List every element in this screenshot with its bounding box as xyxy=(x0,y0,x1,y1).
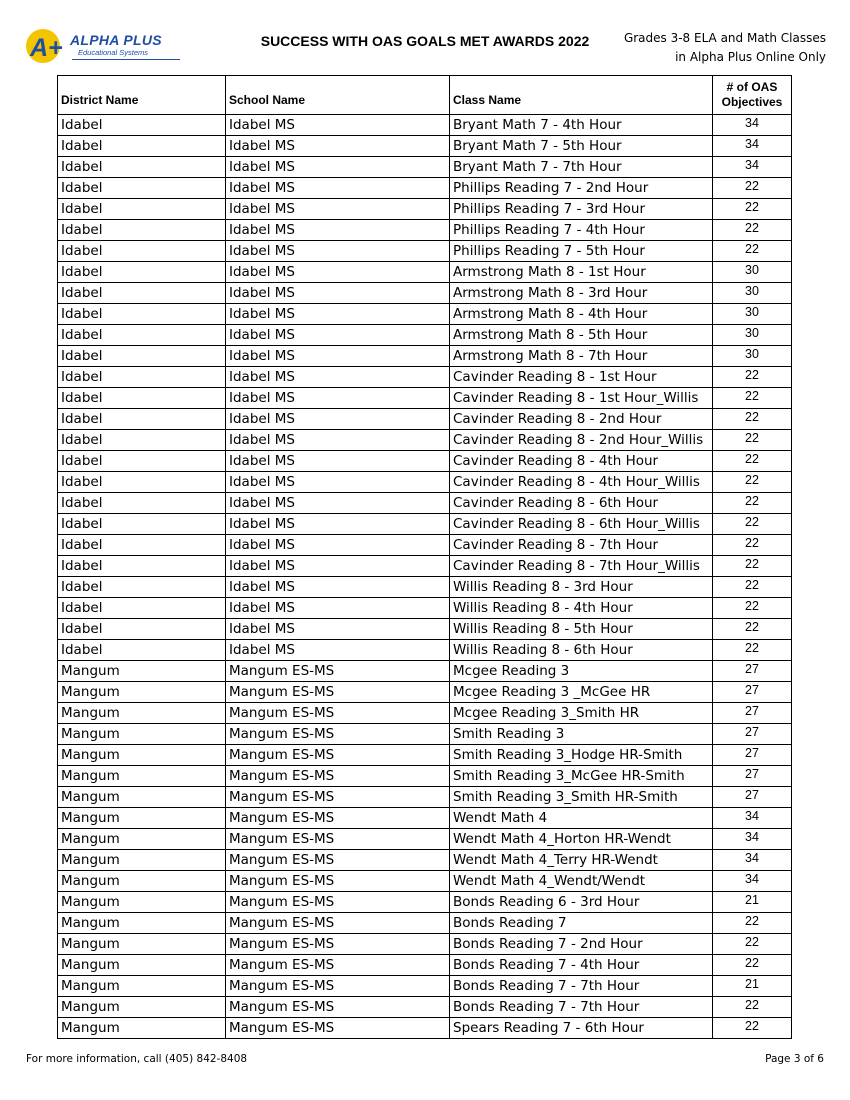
cell-class: Phillips Reading 7 - 3rd Hour xyxy=(450,199,713,220)
table-row xyxy=(58,745,792,766)
cell-school: Idabel MS xyxy=(226,451,450,472)
table-row xyxy=(58,325,792,346)
cell-oas-objectives: 30 xyxy=(713,325,792,346)
cell-oas-objectives: 22 xyxy=(713,619,792,640)
table-body xyxy=(58,115,792,1039)
cell-school: Mangum ES-MS xyxy=(226,808,450,829)
cell-class: Smith Reading 3_McGee HR-Smith xyxy=(450,766,713,787)
cell-district: Idabel xyxy=(58,472,226,493)
table-row xyxy=(58,577,792,598)
cell-oas-objectives: 27 xyxy=(713,661,792,682)
cell-district: Mangum xyxy=(58,892,226,913)
table-row xyxy=(58,283,792,304)
table-header-row xyxy=(58,76,792,115)
table-row xyxy=(58,619,792,640)
cell-class: Bryant Math 7 - 7th Hour xyxy=(450,157,713,178)
cell-class: Cavinder Reading 8 - 2nd Hour xyxy=(450,409,713,430)
cell-school: Idabel MS xyxy=(226,472,450,493)
cell-school: Mangum ES-MS xyxy=(226,997,450,1018)
table-row xyxy=(58,430,792,451)
cell-school: Mangum ES-MS xyxy=(226,766,450,787)
table-row xyxy=(58,493,792,514)
cell-district: Idabel xyxy=(58,619,226,640)
cell-district: Mangum xyxy=(58,787,226,808)
cell-school: Idabel MS xyxy=(226,304,450,325)
cell-oas-objectives: 22 xyxy=(713,178,792,199)
cell-district: Idabel xyxy=(58,493,226,514)
cell-oas-objectives: 22 xyxy=(713,577,792,598)
cell-school: Mangum ES-MS xyxy=(226,829,450,850)
table-row xyxy=(58,199,792,220)
cell-school: Mangum ES-MS xyxy=(226,724,450,745)
logo-name: ALPHA PLUS xyxy=(70,32,162,48)
cell-district: Mangum xyxy=(58,871,226,892)
cell-school: Mangum ES-MS xyxy=(226,1018,450,1039)
cell-district: Idabel xyxy=(58,409,226,430)
cell-class: Cavinder Reading 8 - 4th Hour_Willis xyxy=(450,472,713,493)
table-row xyxy=(58,682,792,703)
column-header-district: District Name xyxy=(58,76,226,115)
cell-oas-objectives: 21 xyxy=(713,976,792,997)
cell-district: Idabel xyxy=(58,535,226,556)
subtitle-line-1: Grades 3-8 ELA and Math Classes xyxy=(623,31,826,45)
cell-school: Idabel MS xyxy=(226,241,450,262)
table-row xyxy=(58,535,792,556)
subtitle-line-2: in Alpha Plus Online Only xyxy=(675,50,826,64)
table-row xyxy=(58,850,792,871)
cell-school: Idabel MS xyxy=(226,178,450,199)
cell-class: Armstrong Math 8 - 5th Hour xyxy=(450,325,713,346)
cell-school: Mangum ES-MS xyxy=(226,661,450,682)
cell-oas-objectives: 22 xyxy=(713,598,792,619)
cell-class: Bonds Reading 6 - 3rd Hour xyxy=(450,892,713,913)
cell-school: Idabel MS xyxy=(226,409,450,430)
cell-oas-objectives: 22 xyxy=(713,388,792,409)
cell-oas-objectives: 22 xyxy=(713,913,792,934)
cell-school: Idabel MS xyxy=(226,388,450,409)
cell-school: Idabel MS xyxy=(226,346,450,367)
cell-class: Smith Reading 3_Smith HR-Smith xyxy=(450,787,713,808)
cell-oas-objectives: 22 xyxy=(713,199,792,220)
cell-district: Idabel xyxy=(58,325,226,346)
cell-school: Mangum ES-MS xyxy=(226,703,450,724)
cell-school: Mangum ES-MS xyxy=(226,745,450,766)
cell-class: Armstrong Math 8 - 4th Hour xyxy=(450,304,713,325)
table-row xyxy=(58,472,792,493)
cell-oas-objectives: 34 xyxy=(713,871,792,892)
table-row xyxy=(58,598,792,619)
cell-school: Mangum ES-MS xyxy=(226,892,450,913)
cell-class: Cavinder Reading 8 - 7th Hour xyxy=(450,535,713,556)
cell-district: Idabel xyxy=(58,367,226,388)
table-row xyxy=(58,640,792,661)
cell-class: Cavinder Reading 8 - 1st Hour xyxy=(450,367,713,388)
cell-school: Idabel MS xyxy=(226,325,450,346)
cell-district: Idabel xyxy=(58,388,226,409)
cell-oas-objectives: 22 xyxy=(713,997,792,1018)
cell-oas-objectives: 22 xyxy=(713,955,792,976)
logo-mark: A+ xyxy=(30,34,63,62)
alpha-plus-logo xyxy=(24,28,164,66)
cell-class: Armstrong Math 8 - 7th Hour xyxy=(450,346,713,367)
cell-school: Idabel MS xyxy=(226,262,450,283)
cell-oas-objectives: 30 xyxy=(713,262,792,283)
table-row xyxy=(58,409,792,430)
cell-district: Mangum xyxy=(58,997,226,1018)
table-row xyxy=(58,892,792,913)
table-row xyxy=(58,262,792,283)
table-row xyxy=(58,304,792,325)
cell-oas-objectives: 27 xyxy=(713,682,792,703)
cell-school: Idabel MS xyxy=(226,367,450,388)
cell-oas-objectives: 22 xyxy=(713,493,792,514)
cell-class: Wendt Math 4_Horton HR-Wendt xyxy=(450,829,713,850)
cell-class: Willis Reading 8 - 6th Hour xyxy=(450,640,713,661)
cell-district: Mangum xyxy=(58,829,226,850)
cell-class: Cavinder Reading 8 - 2nd Hour_Willis xyxy=(450,430,713,451)
table-row xyxy=(58,871,792,892)
cell-district: Idabel xyxy=(58,346,226,367)
cell-oas-objectives: 22 xyxy=(713,1018,792,1039)
cell-district: Mangum xyxy=(58,934,226,955)
cell-district: Mangum xyxy=(58,850,226,871)
cell-class: Willis Reading 8 - 5th Hour xyxy=(450,619,713,640)
footer-contact: For more information, call (405) 842-8408 xyxy=(26,1053,248,1065)
cell-class: Armstrong Math 8 - 3rd Hour xyxy=(450,283,713,304)
cell-class: Bonds Reading 7 - 7th Hour xyxy=(450,976,713,997)
cell-district: Mangum xyxy=(58,976,226,997)
cell-oas-objectives: 30 xyxy=(713,304,792,325)
column-header-school: School Name xyxy=(226,76,450,115)
cell-oas-objectives: 27 xyxy=(713,703,792,724)
cell-district: Mangum xyxy=(58,724,226,745)
cell-class: Armstrong Math 8 - 1st Hour xyxy=(450,262,713,283)
cell-district: Mangum xyxy=(58,955,226,976)
table-row xyxy=(58,661,792,682)
cell-oas-objectives: 22 xyxy=(713,241,792,262)
cell-class: Bonds Reading 7 - 2nd Hour xyxy=(450,934,713,955)
cell-oas-objectives: 22 xyxy=(713,430,792,451)
table-row xyxy=(58,724,792,745)
cell-school: Idabel MS xyxy=(226,556,450,577)
cell-oas-objectives: 22 xyxy=(713,409,792,430)
cell-oas-objectives: 22 xyxy=(713,640,792,661)
cell-class: Spears Reading 7 - 6th Hour xyxy=(450,1018,713,1039)
cell-school: Idabel MS xyxy=(226,283,450,304)
cell-oas-objectives: 22 xyxy=(713,556,792,577)
cell-class: Bonds Reading 7 - 7th Hour xyxy=(450,997,713,1018)
cell-school: Idabel MS xyxy=(226,199,450,220)
cell-district: Idabel xyxy=(58,136,226,157)
cell-school: Idabel MS xyxy=(226,220,450,241)
cell-district: Mangum xyxy=(58,1018,226,1039)
cell-school: Idabel MS xyxy=(226,619,450,640)
cell-school: Mangum ES-MS xyxy=(226,934,450,955)
table-row xyxy=(58,934,792,955)
cell-district: Idabel xyxy=(58,451,226,472)
cell-district: Idabel xyxy=(58,430,226,451)
cell-oas-objectives: 30 xyxy=(713,346,792,367)
cell-class: Cavinder Reading 8 - 4th Hour xyxy=(450,451,713,472)
cell-class: Cavinder Reading 8 - 6th Hour_Willis xyxy=(450,514,713,535)
cell-district: Mangum xyxy=(58,913,226,934)
cell-class: Smith Reading 3 xyxy=(450,724,713,745)
cell-class: Smith Reading 3_Hodge HR-Smith xyxy=(450,745,713,766)
page-subtitle xyxy=(624,29,826,67)
cell-oas-objectives: 34 xyxy=(713,829,792,850)
table-row xyxy=(58,115,792,136)
cell-class: Willis Reading 8 - 4th Hour xyxy=(450,598,713,619)
logo-tagline: Educational Systems xyxy=(78,48,149,57)
cell-school: Idabel MS xyxy=(226,430,450,451)
footer-page-number: Page 3 of 6 xyxy=(765,1053,824,1065)
cell-school: Idabel MS xyxy=(226,577,450,598)
logo-wordmark xyxy=(70,33,162,57)
awards-table xyxy=(57,75,792,1039)
cell-school: Idabel MS xyxy=(226,514,450,535)
cell-district: Idabel xyxy=(58,304,226,325)
table-row xyxy=(58,703,792,724)
table-row xyxy=(58,997,792,1018)
cell-district: Idabel xyxy=(58,241,226,262)
cell-district: Idabel xyxy=(58,640,226,661)
cell-school: Idabel MS xyxy=(226,115,450,136)
cell-district: Idabel xyxy=(58,157,226,178)
cell-oas-objectives: 22 xyxy=(713,535,792,556)
cell-school: Idabel MS xyxy=(226,535,450,556)
cell-class: Wendt Math 4_Wendt/Wendt xyxy=(450,871,713,892)
cell-class: Mcgee Reading 3 xyxy=(450,661,713,682)
cell-oas-objectives: 27 xyxy=(713,745,792,766)
cell-district: Idabel xyxy=(58,115,226,136)
cell-district: Idabel xyxy=(58,514,226,535)
cell-oas-objectives: 27 xyxy=(713,766,792,787)
cell-school: Mangum ES-MS xyxy=(226,787,450,808)
table-row xyxy=(58,346,792,367)
cell-school: Idabel MS xyxy=(226,493,450,514)
cell-district: Idabel xyxy=(58,220,226,241)
page-title: SUCCESS WITH OAS GOALS MET AWARDS 2022 xyxy=(260,33,590,49)
a-plus-icon xyxy=(24,28,64,64)
table-row xyxy=(58,1018,792,1039)
cell-oas-objectives: 22 xyxy=(713,472,792,493)
cell-district: Idabel xyxy=(58,577,226,598)
cell-oas-objectives: 27 xyxy=(713,724,792,745)
table-row xyxy=(58,766,792,787)
cell-oas-objectives: 34 xyxy=(713,115,792,136)
cell-class: Wendt Math 4_Terry HR-Wendt xyxy=(450,850,713,871)
table-row xyxy=(58,220,792,241)
table-row xyxy=(58,178,792,199)
cell-class: Bryant Math 7 - 4th Hour xyxy=(450,115,713,136)
cell-school: Mangum ES-MS xyxy=(226,976,450,997)
table-row xyxy=(58,388,792,409)
cell-class: Bonds Reading 7 xyxy=(450,913,713,934)
cell-oas-objectives: 22 xyxy=(713,514,792,535)
cell-class: Cavinder Reading 8 - 6th Hour xyxy=(450,493,713,514)
cell-class: Phillips Reading 7 - 2nd Hour xyxy=(450,178,713,199)
cell-oas-objectives: 22 xyxy=(713,367,792,388)
cell-class: Mcgee Reading 3 _McGee HR xyxy=(450,682,713,703)
column-header-oas-objectives: # of OAS Objectives xyxy=(713,76,792,115)
cell-school: Idabel MS xyxy=(226,136,450,157)
cell-district: Mangum xyxy=(58,703,226,724)
cell-school: Idabel MS xyxy=(226,640,450,661)
cell-oas-objectives: 30 xyxy=(713,283,792,304)
table-row xyxy=(58,976,792,997)
cell-school: Mangum ES-MS xyxy=(226,871,450,892)
cell-class: Phillips Reading 7 - 4th Hour xyxy=(450,220,713,241)
cell-school: Mangum ES-MS xyxy=(226,682,450,703)
table-row xyxy=(58,451,792,472)
table-row xyxy=(58,787,792,808)
table-row xyxy=(58,367,792,388)
cell-class: Cavinder Reading 8 - 7th Hour_Willis xyxy=(450,556,713,577)
table-row xyxy=(58,136,792,157)
cell-school: Mangum ES-MS xyxy=(226,955,450,976)
cell-oas-objectives: 34 xyxy=(713,808,792,829)
cell-oas-objectives: 34 xyxy=(713,850,792,871)
table-row xyxy=(58,913,792,934)
cell-school: Mangum ES-MS xyxy=(226,850,450,871)
table-row xyxy=(58,829,792,850)
cell-class: Bonds Reading 7 - 4th Hour xyxy=(450,955,713,976)
table-row xyxy=(58,556,792,577)
cell-class: Cavinder Reading 8 - 1st Hour_Willis xyxy=(450,388,713,409)
cell-oas-objectives: 22 xyxy=(713,220,792,241)
cell-oas-objectives: 34 xyxy=(713,136,792,157)
cell-class: Willis Reading 8 - 3rd Hour xyxy=(450,577,713,598)
cell-school: Idabel MS xyxy=(226,157,450,178)
table-row xyxy=(58,514,792,535)
cell-school: Mangum ES-MS xyxy=(226,913,450,934)
cell-district: Idabel xyxy=(58,556,226,577)
table-row xyxy=(58,157,792,178)
cell-class: Wendt Math 4 xyxy=(450,808,713,829)
cell-class: Phillips Reading 7 - 5th Hour xyxy=(450,241,713,262)
cell-district: Mangum xyxy=(58,661,226,682)
cell-district: Mangum xyxy=(58,745,226,766)
cell-district: Idabel xyxy=(58,283,226,304)
cell-district: Idabel xyxy=(58,262,226,283)
cell-district: Idabel xyxy=(58,199,226,220)
cell-district: Mangum xyxy=(58,808,226,829)
table-row xyxy=(58,808,792,829)
cell-district: Mangum xyxy=(58,682,226,703)
cell-oas-objectives: 22 xyxy=(713,451,792,472)
cell-oas-objectives: 21 xyxy=(713,892,792,913)
cell-class: Mcgee Reading 3_Smith HR xyxy=(450,703,713,724)
cell-district: Mangum xyxy=(58,766,226,787)
cell-oas-objectives: 27 xyxy=(713,787,792,808)
logo-underline xyxy=(72,59,180,60)
table-row xyxy=(58,241,792,262)
cell-district: Idabel xyxy=(58,178,226,199)
cell-oas-objectives: 22 xyxy=(713,934,792,955)
cell-school: Idabel MS xyxy=(226,598,450,619)
cell-oas-objectives: 34 xyxy=(713,157,792,178)
column-header-class: Class Name xyxy=(450,76,713,115)
table-row xyxy=(58,955,792,976)
cell-class: Bryant Math 7 - 5th Hour xyxy=(450,136,713,157)
cell-district: Idabel xyxy=(58,598,226,619)
